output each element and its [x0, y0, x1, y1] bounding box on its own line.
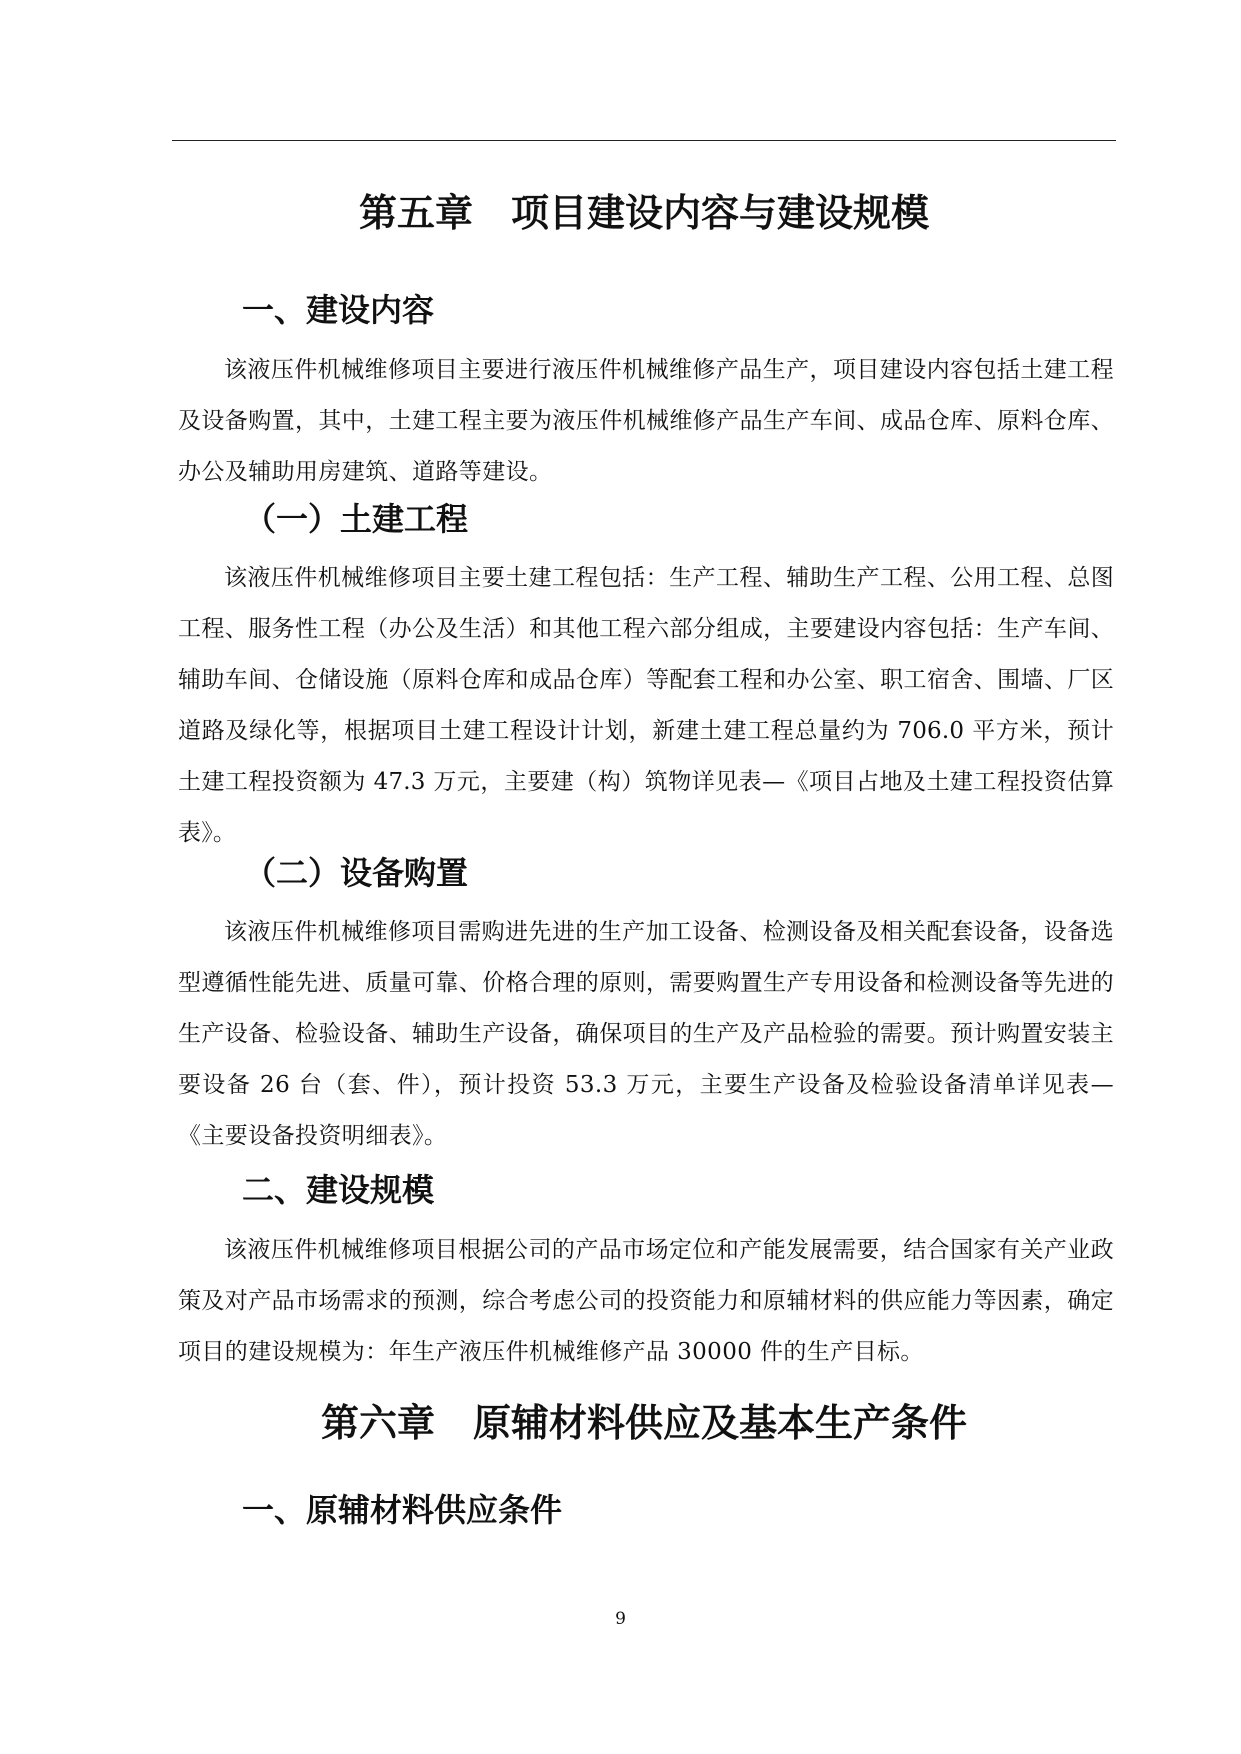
section-construction-content-heading: 一、建设内容 — [242, 291, 435, 329]
chapter-5-title — [172, 188, 1116, 238]
civil-works-paragraph: 该液压件机械维修项目主要土建工程包括：生产工程、辅助生产工程、公用工程、总图工程、服务性工程（办公及生活）和其他工程六部分组成，主要建设内容包括：生产车间、辅助车间、仓储设施（原料仓库和成品仓库）等配套工程和办公室、职工宿舍、围墙、厂区道路及绿化等，根据项目土建工程设计计划，新建土建工程总量约为 706.0 平方米，预计土建工程投资额为 47.3 万元，主要建（构）筑物详见表—《项目占地及土建工程投资估算表》。 — [178, 565, 1114, 846]
subsection-equipment-purchase-heading: （二）设备购置 — [244, 854, 469, 892]
chapter-6-title — [172, 1398, 1116, 1448]
subsection-civil-works-heading: （一）土建工程 — [244, 500, 469, 538]
section-construction-scale-heading: 二、建设规模 — [242, 1171, 435, 1209]
construction-content-paragraph: 该液压件机械维修项目主要进行液压件机械维修产品生产，项目建设内容包括土建工程及设备购置，其中，土建工程主要为液压件机械维修产品生产车间、成品仓库、原料仓库、办公及辅助用房建筑、道路等建设。 — [178, 357, 1114, 485]
section-raw-material-supply-heading: 一、原辅材料供应条件 — [242, 1491, 563, 1529]
page-number: 9 — [615, 1609, 626, 1629]
chapter-5-name: 项目建设内容与建设规模 — [511, 190, 930, 235]
construction-scale-paragraph: 该液压件机械维修项目根据公司的产品市场定位和产能发展需要，结合国家有关产业政策及对产品市场需求的预测，综合考虑公司的投资能力和原辅材料的供应能力等因素，确定项目的建设规模为：年生产液压件机械维修产品 30000 件的生产目标。 — [178, 1237, 1114, 1365]
chapter-6-name: 原辅材料供应及基本生产条件 — [473, 1400, 968, 1445]
equipment-purchase-paragraph: 该液压件机械维修项目需购进先进的生产加工设备、检测设备及相关配套设备，设备选型遵循性能先进、质量可靠、价格合理的原则，需要购置生产专用设备和检测设备等先进的生产设备、检验设备、辅助生产设备，确保项目的生产及产品检验的需要。预计购置安装主要设备 26 台（套、件），预计投资 53.3 万元，主要生产设备及检验设备清单详见表—《主要设备投资明细表》。 — [178, 919, 1114, 1149]
chapter-6-number: 第六章 — [320, 1400, 435, 1445]
header-rule — [172, 140, 1116, 141]
chapter-5-number: 第五章 — [358, 190, 473, 235]
